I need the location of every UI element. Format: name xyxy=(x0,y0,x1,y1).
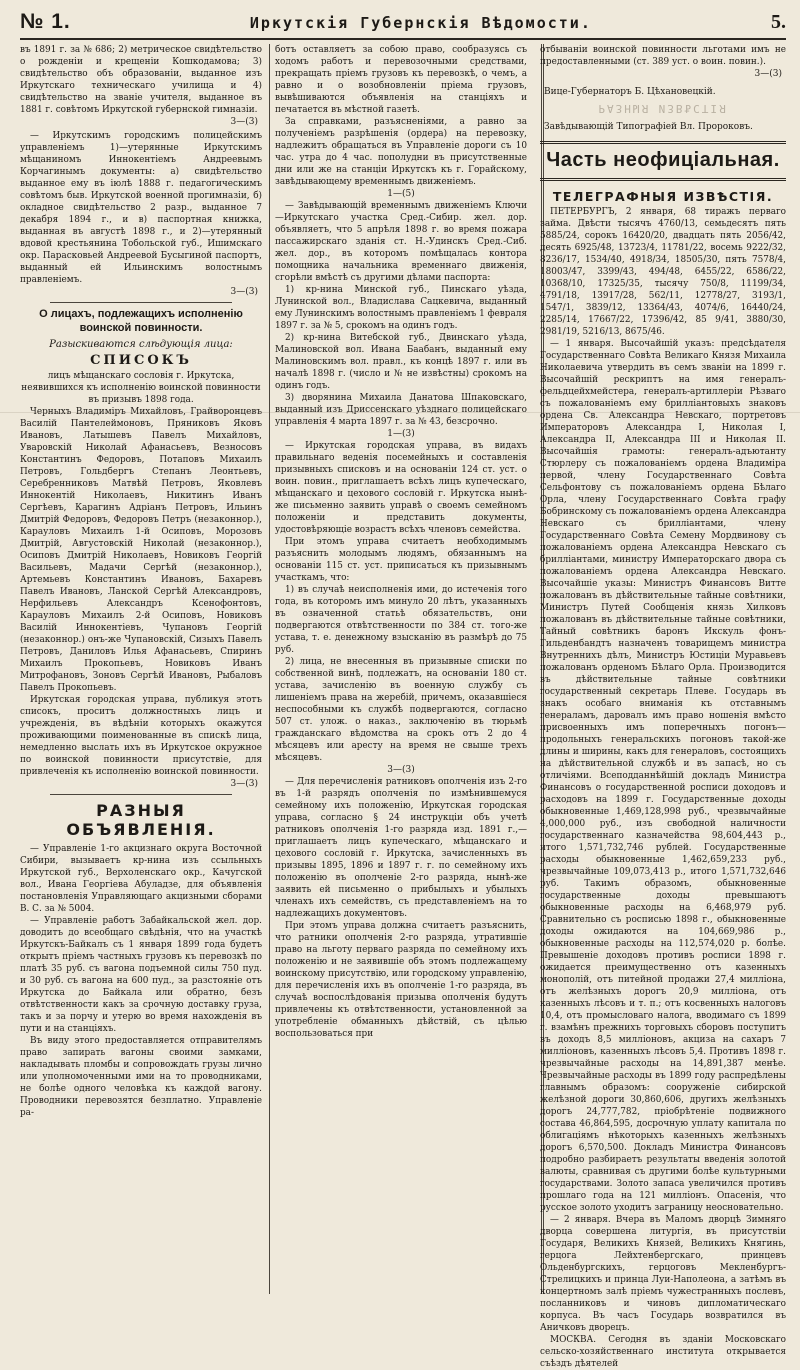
notice-paragraph: — Для перечисленія ратниковъ ополченія изъ 2-го въ 1-й разрядъ ополченія по измѣнившемуся семейному ихъ положенію, Иркутская городская управа, согласно § 24 инструкціи объ учетѣ ратниковъ ополченія 1-го разряда изд. 1891 г.,—приглашаетъ лицъ купеческаго, мѣщанскаго и цехового сословій г. Иркутска, зачисленныхъ въ призывы 1895, 1896 и 1897 г. г. по семейному ихъ положенію въ ополченіе 2-го разряда, нынѣ-же заявить ей письменно о прибылыхъ и убылыхъ членахъ ихъ семействъ, съ представленіемъ на то надлежащихъ документовъ. xyxy=(275,777,527,919)
notice-counter: 3—(3) xyxy=(230,117,258,127)
news-paragraph: МОСКВА. Сегодня въ зданіи Московскаго сельско-хозяйственнаго института открывается съѣздъ дѣятелей xyxy=(540,1335,786,1369)
news-paragraph: ПЕТЕРБУРГЪ, 2 января, 68 тиражъ перваго займа. Двѣсти тысячъ 4760/13, семьдесятъ пять 5885/24, сорокъ 16420/20, двадцать пять 2056/42, десять 6925/48, 13723/4, 11781/22, восемь 9222/32, 8236/17, 1534/40, 4918/34, 18505/30, пять 7578/4, 18003/47, 3399/43, 494/48, 6455/22, 6586/22, 10368/10, 17325/35, тысячу 750/8, 11199/34, 4791/18, 13917/28, 562/11, 12778/27, 3193/1, 1547/1, 3839/12, 13364/43, 4074/6, 16440/24, 2285/14, 17667/22, 17396/42, 85 9/41, 3880/30, 2981/19, 5216/13, 8675/46. xyxy=(540,207,786,337)
names-list: Черныхъ Владиміръ Михайловъ, Грайворонцевъ Василій Пантелеймоновъ, Пряниковъ Яковъ Ивановъ, Латышевъ Павелъ Михайловъ, Уваровскій Николай Афанасьевъ, Везносовъ Константинъ Федоровъ, Потаповъ Михаилъ Петровъ, Гольдбергъ Степанъ Леонтьевъ, Серебренниковъ Матвѣй Петровъ, Яковлевъ Иннокентій Николаевъ, Никитинъ Иванъ Сергѣевъ, Карагинъ Адріанъ Петровъ, Ильинъ Дмитрій Федоровъ, Федоровъ Петръ (незаконнор.), Карауловъ Михаилъ 1-й Осиповъ, Морозовъ Дмитрій, Августовскій Николай (незаконнор.), Осиповъ Дмитрій Николаевъ, Новиковъ Георгій Васильевъ, Мадачи Сергѣй (незаконнор.), Артемьевъ Константинъ Ивановъ, Бахаревъ Павелъ Ивановъ, Ланской Сергѣй Александровъ, Нерфильевъ Александръ Ксенофонтовъ, Карауловъ Михаилъ 2-й Осиповъ, Новиковъ Василій Иннокентіевъ, Чупановъ Георгій (незаконнор.) онъ-же Чупановскій, Сизыхъ Павелъ Петровъ, Даниловъ Илья Афанасьевъ, Спиринъ Михаилъ Прокопьевъ, Новиковъ Иванъ Митрофановъ, Зоновъ Сергѣй Ивановъ, Рыбаловъ Павелъ Прокопьевъ. xyxy=(20,407,262,693)
notice-paragraph: ботъ оставляетъ за собою право, сообразуясь съ ходомъ работъ и перевозочными средствами, прекращать пріемъ грузовъ къ перевозкѣ, о чемъ, а равно и о возобновленіи пріема грузовъ, вывѣшиваются объявленія на станціяхъ и печатается въ мѣстной газетѣ. xyxy=(275,45,527,115)
notice-counter: 3—(3) xyxy=(230,779,258,789)
page-number: 5. xyxy=(770,11,786,33)
section-heading-announcements: РАЗНЫЯ ОБЪЯВЛЕНІЯ. xyxy=(66,801,216,839)
printing-house-manager: Завѣдывающій Типографіей Вл. Пророковъ. xyxy=(544,122,753,132)
columns xyxy=(20,44,786,1369)
notice-paragraph: 3) дворянина Михаила Данатова Шпаковскаго, выданный изъ Дриссенскаго уѣзднаго полицейскаго управленія 4 марта 1897 г. за № 43, безсрочно. xyxy=(275,393,527,427)
column-right xyxy=(531,44,786,1369)
notice-paragraph: — Управленіе работъ Забайкальской жел. дор. доводитъ до всеобщаго свѣдѣнія, что на участкѣ Иркутскъ-Байкалъ съ 1 января 1899 года будетъ открытъ пріемъ частныхъ грузовъ къ перевозкѣ по платѣ 35 руб. съ вагона подъемной силы 750 пуд. и 30 руб. съ вагона на 600 пуд., за разстояніе отъ Иркутска до Байкала или обратно, безъ отвѣтственности какъ за срочную доставку груза, такъ и за порчу и утерю во время нахожденія въ пути и на станціяхъ. xyxy=(20,916,262,1034)
notice-counter: 1—(3) xyxy=(387,429,415,439)
bleed-through-heading: РАЗНЫЯ ИЗВѢСТІЯ xyxy=(598,102,728,115)
notice-counter: 3—(3) xyxy=(230,287,258,297)
issue-number: № 1. xyxy=(20,10,71,33)
notice-paragraph: 1) кр-нина Минской губ., Пинскаго уѣзда, Лунинской вол., Владислава Сацкевича, выданный ему Лунинскимъ волостнымъ правленіемъ 1 февраля 1897 г. за № 5, срокомъ на одинъ годъ. xyxy=(275,285,527,331)
news-paragraph: — 2 января. Вчера въ Маломъ дворцѣ Зимняго дворца совершена литургія, въ присутствіи Государя, Великихъ Князей, Великихъ Княгинь, герцога Лейхтенбергскаго, принцевъ Ольденбургскихъ, герцоговъ Мекленбургъ-Стрелицкихъ и принца Луи-Наполеона, а затѣмъ въ концертномъ залѣ пріемъ чужестранныхъ послевъ, посланниковъ и чиновъ дипломатическаго корпуса. Въ часъ Государь возвратился въ Аничковъ дворецъ. xyxy=(540,1215,786,1333)
notice-counter: 1—(5) xyxy=(387,189,415,199)
column-middle xyxy=(266,44,531,1294)
notice-paragraph: Въ виду этого предоставляется отправителямъ право запирать вагоны своими замками, накладывать пломбы и сопровождать грузы лично или уполномоченными ими на то проводниками, не болѣе одного человѣка къ каждой вагону. Проводники перевозятся безплатно. Управленіе ра- xyxy=(20,1036,262,1118)
notice-paragraph: 2) кр-нина Витебской губ., Двинскаго уѣзда, Малиновской вол. Ивана Баабанъ, выданный ему Малиновскимъ вол. правл., къ концѣ 1897 г. или въ началѣ 1898 г. (число и № не извѣстны) срокомъ на одинъ годъ. xyxy=(275,333,527,391)
notice-paragraph: 1) въ случаѣ неисполненія ими, до истеченія того года, въ которомъ имъ минуло 20 лѣтъ, указанныхъ въ означенной статьѣ обязательствъ, они подвергаются отвѣтственности по 384 ст. того-же устава, т. е. денежному взысканію въ размѣрѣ до 75 руб. xyxy=(275,585,527,655)
notice-paragraph: Иркутская городская управа, публикуя этотъ списокъ, проситъ должностныхъ лицъ и учрежденія, въ вѣдѣніи которыхъ окажутся проживающими поименованные въ спискѣ лица, немедленно выслать ихъ въ Иркутское окружное по воинской повинности присутствіе, для привлеченія къ исполненію воинской повинности. xyxy=(20,695,262,777)
vice-governor-signature: Вице-Губернаторъ Б. Цѣхановецкій. xyxy=(544,87,716,97)
notice-paragraph: — Управленіе 1-го акцизнаго округа Восточной Сибири, вызываетъ кр-нина изъ ссыльныхъ Иркутской губ., Верхоленскаго окр., Качугской вол., Ивана Георгіева Абуладзе, для объявленія постановленія Управляющаго акцизными сборами В. С. за № 5004. xyxy=(20,844,262,914)
section-separator xyxy=(50,302,232,303)
notice-counter: 3—(3) xyxy=(754,69,782,79)
page-header xyxy=(20,10,786,40)
news-paragraph: — 1 января. Высочайшій указъ: предсѣдателя Государственнаго Совѣта Великаго Князя Михаила Николаевича утвердить въ семъ званіи на 1899 г. Высочайшій рескриптъ на имя генералъ-фельдцейхмейстера, генералъ-артиллеріи Рѣзваго съ пожалованіемъ ему бриллiантовыхъ знаковъ ордена Св. Александра Невскаго, портретовъ Императоровъ Александра I, Николая I, Александра II, Александра III и Николая II. Высочайшія грамоты: генералъ-адъютанту Стюрлеру съ пожалованіемъ ордена Владиміра первой, члену Государственнаго Совѣта Сельфонтову съ пожалованіемъ ордена Бѣлаго Орла, члену Государственнаго Совѣта графу Бобринскому съ пожалованіемъ ордена Александра Невскаго съ бриллiантами, члену Государственнаго Совѣта Семену Мордвинову съ пожалованіемъ ордена Александра Невскаго съ бриллiантами, министру Императорскаго двора съ пожалованіемъ ордена Александра Невскаго. Высочайшіе указы: Министръ Финансовъ Витте пожалованъ въ дѣйствительные тайные совѣтники, Министръ Путей Сообщенія князь Хилковъ пожалованъ въ дѣйствительные тайные совѣтники, Тайный совѣтникъ баронъ Икскуль фонъ-Гильденбандтъ назначенъ товарищемъ министра Внутреннихъ дѣлъ, Министръ Юстиціи Муравьевъ пожалованъ орденомъ Бѣлаго Орла. Производится въ дѣйствительные тайные совѣтники государственный секретарь Плеве. Государь въ знакъ особаго вниманія къ отставнымъ генераламъ, даровалъ имъ право ношенія вмѣсто присвоенныхъ имъ поперечныхъ погонъ—продольныхъ генеральскихъ погоновъ такой-же длины и ширины, какъ для генераловъ, состоящихъ на дѣйствительной службѣ и въ запасѣ, но съ отличіями. Всеподданнѣйшій докладъ Министра Финансовъ о государственной росписи доходовъ и расходовъ на 1899 г. Государственные доходы обыкновенные 1,469,128,998 руб., чрезвычайные 4,000,000 руб., изъ свободной наличности государственнаго казначейства 98,604,443 р., итого 1,571,732,746 рублей. Государственные расходы обыкновенные 1,462,659,233 руб., чрезвычайные 109,073,413 р., итого 1,571,732,646 руб. Такимъ образомъ, обыкновенные государственные доходы превышаютъ обыкновенные расходы на 6,468,979 руб. Сравнительно съ росписью 1898 г., обыкновенные доходы ожидаются на 104,669,986 р., обыкновенные расходы на 112,574,020 р. болѣе. Превышеніе доходовъ противъ росписи 1898 г. ожидается преимущественно отъ казенныхъ монополій, отъ питейной продажи 27,4 милліона, отъ желѣзныхъ дорогъ 20,9 милліона, отъ казенныхъ лѣсовъ и т. п.; отъ косвенныхъ налоговъ 10,4, отъ промысловаго налога, вводимаго съ 1899 г. взамѣнъ прежнихъ торговыхъ сборовъ поступитъ въ доходъ 8,5 милліоновъ, акциза на сахаръ 7 милліоновъ, казенныхъ лѣсовъ 5,4. Противъ 1898 г. чрезвычайные расходы на 14,891,387 менѣе. Чрезвычайные расходы въ 1899 году распредѣлены главнымъ образомъ: сооруженіе сибирской желѣзной дороги 30,860,606, другихъ желѣзныхъ дорогъ 24,777,782, пріобрѣтеніе подвижного состава 46,864,595, досрочную уплату капитала по облигаціямъ нѣкоторыхъ казенныхъ желѣзныхъ дорогъ 6,570,500. Докладъ Министра Финансовъ подробно разбираетъ результаты введенія золотой валюты, сравнивая съ другими болѣе культурными государствами. Золото запаса увеличился противъ прошлаго года на 121 милліонъ. Опасенія, что русское золото уходитъ заграницу неосновательно. xyxy=(540,339,786,1213)
column-left xyxy=(20,44,266,1294)
notice-paragraph: въ 1891 г. за № 686; 2) метрическое свидѣтельство о рожденіи и крещеніи Кошкодамова; 3) свидѣтельство объ образованіи, выданное изъ Иркутскаго техническаго училища и 4) свидѣтельство на званіе учителя, выданное въ 1881 г. совѣтомъ Иркутской губернской гимназіи. xyxy=(20,45,262,115)
telegraph-news-heading: ТЕЛЕГРАФНЫЯ ИЗВѢСТІЯ. xyxy=(552,189,774,204)
notice-paragraph: При этомъ управа должна считаетъ разъяснить, что ратники ополченія 2-го разряда, утратившіе право на льготу перваго разряда по семейному ихъ положенію и не заявившіе объ этомъ подлежащему воинскому присутствію, или городскому управленію, для перечисленія ихъ въ ополченіе 1-го разряда, въ случаѣ воспослѣдованія призыва ополченія будутъ привлечены къ отвѣтственности, установленной за употребленіе обманныхъ дѣйствій, съ цѣлью воспользоваться при xyxy=(275,921,527,1039)
paper-fold-line xyxy=(0,412,800,413)
section-heading-military-duty: О лицахъ, подлежащихъ исполненію воинской повинности. xyxy=(39,308,243,334)
unofficial-section-title: Часть неофиціальная. xyxy=(540,141,786,181)
notice-paragraph: — Иркутская городская управа, въ видахъ правильнаго веденія посемейныхъ и составленія призывныхъ списковъ и на основаніи 124 ст. уст. о воин. повин., приглашаетъ всѣхъ лицъ купеческаго, мѣщанскаго и цехового сословій г. Иркутска нынѣ-же письменно заявить управѣ о своемъ семейномъ положеніи и представить документы, удостовѣряющіе возрастъ всѣхъ членовъ семейства. xyxy=(275,441,527,535)
section-separator xyxy=(50,794,232,795)
newspaper-title: Иркутскія Губернскія Вѣдомости. xyxy=(249,14,592,32)
notice-paragraph: За справками, разъясненіями, а равно за полученіемъ разрѣшенія (ордера) на перевозку, надлежитъ обращаться въ Управленіе дороги съ 10 час. утра до 4 час. пополудни въ присутственные дни или же на станціи Иркутскъ къ г. Горайскому, завѣдывающему временнымъ движеніемъ. xyxy=(275,117,527,187)
list-heading: СПИСОКЪ xyxy=(90,353,192,368)
notice-paragraph: — Иркутскимъ городскимъ полицейскимъ управленіемъ 1)—утерянные Иркутскимъ мѣщаниномъ Иннокентіемъ Андреевымъ Корчагинымъ документы: а) свидѣтельство выданное ему въ іюлѣ 1888 г. педагогическимъ совѣтомъ быв. Иркутской военной прогимназіи, б) окладное свидѣтельство 2 разр., выданное 7 декабря 1894 г., и в) паспортная книжка, выданная въ августѣ 1898 г., и 2)—утерянный вдовой крестьянина Тобольской губ., Ишимскаго окр. Парасковьей Андреевой Бусыгиной паспортъ, выданный ей Ильинскимъ волостнымъ правленіемъ. xyxy=(20,131,262,285)
notice-paragraph: — Завѣдывающій временнымъ движеніемъ Ключи—Иркутскаго участка Сред.-Сибир. жел. дор. объявляетъ, что 5 апрѣля 1898 г. во время пожара пассажирскаго зданія ст. Н.-Удинскъ Сред.-Сиб. жел. дор., въ которомъ помѣщалась контора помощника начальника временнаго движенія, сгорѣли вмѣстѣ съ другими дѣлами паспорта: xyxy=(275,201,527,283)
notice-paragraph: отбываніи воинской повинности льготами имъ не предоставленными (ст. 389 уст. о воин. повин.). xyxy=(540,45,786,67)
notice-paragraph: 2) лица, не внесенныя въ призывные списки по собственной винѣ, подлежатъ, на основаніи 180 ст. устава, зачисленію въ военную службу съ лишеніемъ права на жеребій, причемъ, оказавшіеся неспособными къ службѣ подвергаются, согласно 507 ст. улож. о наказ., заключенію въ тюрьмѣ гражданскаго вѣдомства на срокъ отъ 2 до 4 мѣсяцевъ или аресту на время не свыше трехъ мѣсяцевъ. xyxy=(275,657,527,763)
subheading-wanted: Разыскиваются слѣдующія лица: xyxy=(49,339,233,350)
list-description: лицъ мѣщанскаго сословія г. Иркутска, неявившихся къ исполненію воинской повинности въ призывъ 1898 года. xyxy=(21,371,261,405)
notice-counter: 3—(3) xyxy=(387,765,415,775)
notice-paragraph: При этомъ управа считаетъ необходимымъ разъяснить молодымъ людямъ, обязаннымъ на основаніи 115 ст. уст. приписаться къ призывнымъ участкамъ, что: xyxy=(275,537,527,583)
